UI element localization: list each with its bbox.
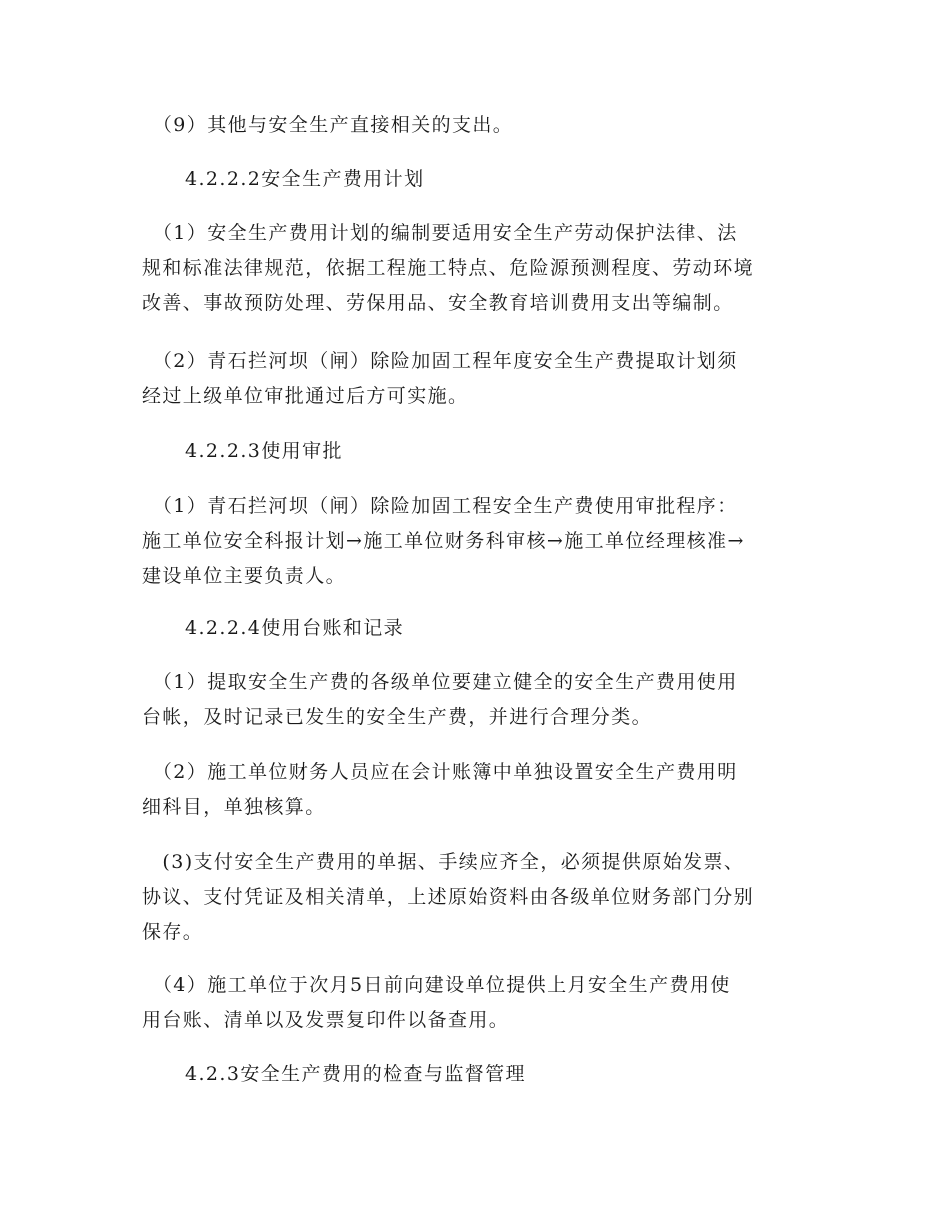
heading-4-2-2-3: 4.2.2.3使用审批	[185, 440, 343, 462]
paragraph-payment-documents: (3)支付安全生产费用的单据、手续应齐全，必须提供原始发票、 协议、支付凭证及相关清单，上述原始资料由各级单位财务部门分别 保存。	[142, 851, 755, 943]
heading-4-2-3: 4.2.3安全生产费用的检查与监督管理	[185, 1063, 526, 1085]
heading-4-2-2-4: 4.2.2.4使用台账和记录	[185, 617, 405, 639]
paragraph-approval-procedure: （1）青石拦河坝（闸）除险加固工程安全生产费使用审批程序： 施工单位安全科报计划→施工单位财务科审核→施工单位经理核准→ 建设单位主要负责人。	[142, 495, 745, 587]
paragraph-separate-accounting: （2）施工单位财务人员应在会计账簿中单独设置安全生产费用明 细科目，单独核算。	[142, 761, 738, 818]
paragraph-annual-plan-approval: （2）青石拦河坝（闸）除险加固工程年度安全生产费提取计划须 经过上级单位审批通过后方可实施。	[142, 350, 738, 407]
paragraph-cost-plan-compilation: （1）安全生产费用计划的编制要适用安全生产劳动保护法律、法 规和标准法律规范，依据工程施工特点、危险源预测程度、劳动环境 改善、事故预防处理、劳保用品、安全教育培训费用支出等编制。	[142, 222, 755, 314]
paragraph-other-expenses: （9）其他与安全生产直接相关的支出。	[142, 114, 514, 136]
heading-4-2-2-2: 4.2.2.2安全生产费用计划	[185, 168, 425, 190]
paragraph-monthly-reporting: （4）施工单位于次月5日前向建设单位提供上月安全生产费用使 用台账、清单以及发票复印件以备查用。	[142, 974, 731, 1031]
paragraph-ledger-setup: （1）提取安全生产费的各级单位要建立健全的安全生产费用使用 台帐，及时记录已发生的安全生产费，并进行合理分类。	[142, 671, 738, 728]
